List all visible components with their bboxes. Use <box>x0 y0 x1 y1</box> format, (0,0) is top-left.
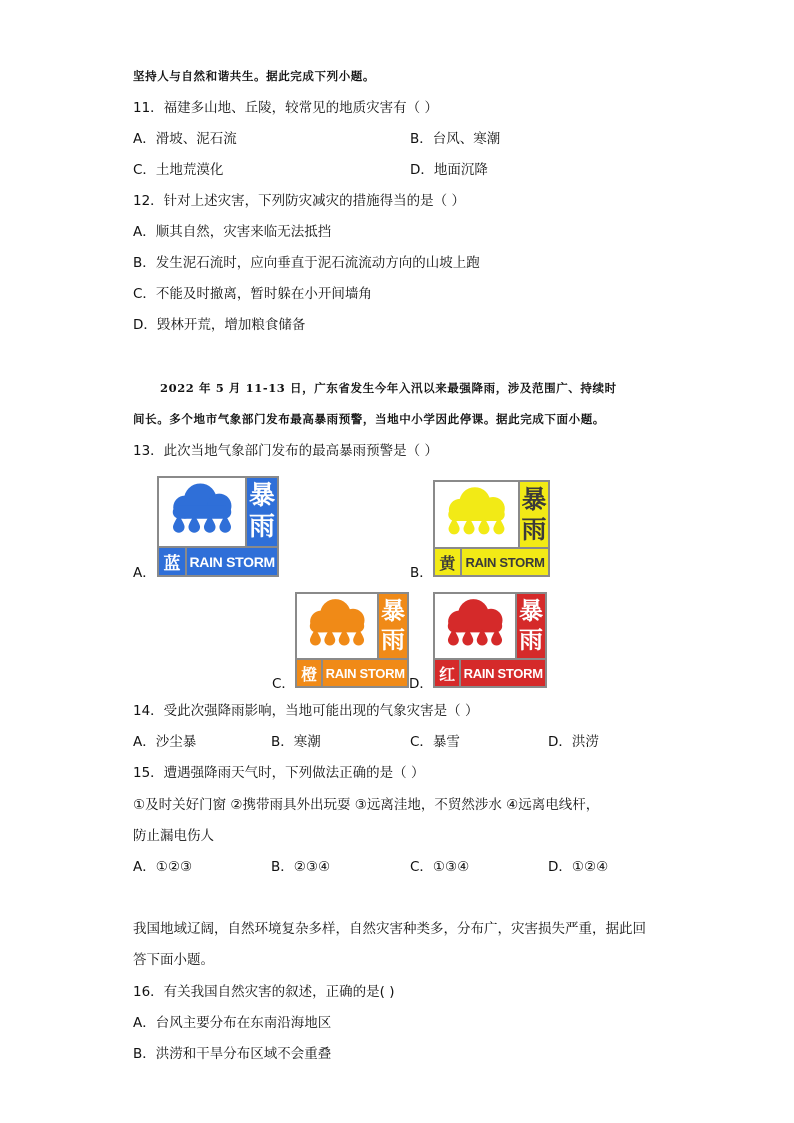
rainstorm-text-panel <box>247 478 277 546</box>
rain-storm-label: RAIN STORM <box>325 665 405 681</box>
warning-level-strip <box>159 548 277 575</box>
q12-option-b: B．发生泥石流时，应向垂直于泥石流流动方向的山坡上跑 <box>133 255 480 271</box>
char-yu: 雨 <box>248 512 275 542</box>
q12-option-c: C．不能及时撤离，暂时躲在小开间墙角 <box>133 286 372 302</box>
char-bao: 暴 <box>381 597 405 625</box>
cloud-base <box>310 620 364 633</box>
cloud-base <box>448 508 504 521</box>
cloud-rain-icon <box>435 594 515 658</box>
question-15: 15．遭遇强降雨天气时，下列做法正确的是（ ） <box>133 765 425 781</box>
blue-rainstorm-warning-sign <box>157 476 279 577</box>
char-bao: 暴 <box>248 481 275 511</box>
q15-option-d: D．①②④ <box>548 859 609 875</box>
q11-option-d: D．地面沉降 <box>410 162 488 178</box>
q16-option-a: A．台风主要分布在东南沿海地区 <box>133 1015 332 1031</box>
question-11: 11．福建多山地、丘陵，较常见的地质灾害有（ ） <box>133 100 438 116</box>
char-bao: 暴 <box>521 485 547 514</box>
question-13: 13．此次当地气象部门发布的最高暴雨预警是（ ） <box>133 443 438 459</box>
q11-option-b: B．台风、寒潮 <box>410 131 501 147</box>
q14-option-c: C．暴雪 <box>410 734 460 750</box>
q15-option-a: A．①②③ <box>133 859 193 875</box>
yellow-rainstorm-warning-sign <box>433 480 550 577</box>
passage-2-line-2: 间长。多个地市气象部门发布最高暴雨预警，当地中小学因此停课。据此完成下面小题。 <box>133 412 605 426</box>
rain-storm-label: RAIN STORM <box>465 554 545 570</box>
cloud-rain-icon <box>435 482 518 547</box>
q13-option-d-label: D． <box>409 676 433 692</box>
rain-storm-label: RAIN STORM <box>463 665 543 681</box>
warning-level-strip <box>297 660 407 686</box>
q12-option-d: D．毁林开荒，增加粮食储备 <box>133 317 306 333</box>
q14-option-b: B．寒潮 <box>271 734 321 750</box>
char-bao: 暴 <box>519 597 543 625</box>
q11-option-a: A．滑坡、泥石流 <box>133 131 237 147</box>
rain-storm-label: RAIN STORM <box>189 553 275 570</box>
warning-level-character: 红 <box>435 660 461 686</box>
question-16: 16．有关我国自然灾害的叙述，正确的是( ) <box>133 984 395 1000</box>
question-12: 12．针对上述灾害，下列防灾减灾的措施得当的是（ ） <box>133 193 465 209</box>
q14-option-a: A．沙尘暴 <box>133 734 197 750</box>
cloud-rain-icon <box>297 594 377 658</box>
q15-items: ①及时关好门窗 ②携带雨具外出玩耍 ③远离洼地，不贸然涉水 ④远离电线杆， <box>133 797 600 813</box>
q11-option-c: C．土地荒漠化 <box>133 162 224 178</box>
q12-option-a: A．顺其自然，灾害来临无法抵挡 <box>133 224 332 240</box>
intro-tail: 坚持人与自然和谐共生。据此完成下列小题。 <box>133 69 375 83</box>
cloud-rain-icon <box>159 478 245 546</box>
rainstorm-text-panel <box>520 482 548 547</box>
cloud-rain-panel <box>435 482 518 547</box>
warning-level-character: 蓝 <box>159 548 187 575</box>
cloud-base <box>173 505 231 519</box>
warning-level-strip <box>435 660 545 686</box>
cloud-rain-panel <box>159 478 245 546</box>
cloud-base <box>448 620 502 633</box>
q14-option-d: D．洪涝 <box>548 734 599 750</box>
q15-option-b: B．②③④ <box>271 859 331 875</box>
q13-option-b-label: B． <box>410 565 433 581</box>
warning-level-character: 橙 <box>297 660 323 686</box>
red-rainstorm-warning-sign <box>433 592 547 688</box>
warning-level-strip <box>435 549 548 575</box>
passage-3-line-2: 答下面小题。 <box>133 952 214 968</box>
q15-option-c: C．①③④ <box>410 859 470 875</box>
cloud-rain-panel <box>297 594 377 658</box>
char-yu: 雨 <box>521 515 547 544</box>
cloud-rain-panel <box>435 594 515 658</box>
rainstorm-text-panel <box>517 594 545 658</box>
passage-2-line-1: 2022 年 5 月 11-13 日，广东省发生今年入汛以来最强降雨，涉及范围广、持续时 <box>160 381 617 395</box>
q16-option-b: B．洪涝和干旱分布区域不会重叠 <box>133 1046 332 1062</box>
q13-option-a-label: A． <box>133 565 156 581</box>
warning-level-character: 黄 <box>435 549 462 575</box>
q13-option-c-label: C． <box>272 676 295 692</box>
question-14: 14．受此次强降雨影响，当地可能出现的气象灾害是（ ） <box>133 703 479 719</box>
char-yu: 雨 <box>519 626 543 654</box>
q15-items-continued: 防止漏电伤人 <box>133 828 214 844</box>
char-yu: 雨 <box>381 626 405 654</box>
passage-3-line-1: 我国地域辽阔，自然环境复杂多样，自然灾害种类多，分布广，灾害损失严重，据此回 <box>133 921 646 937</box>
rainstorm-text-panel <box>379 594 407 658</box>
orange-rainstorm-warning-sign <box>295 592 409 688</box>
